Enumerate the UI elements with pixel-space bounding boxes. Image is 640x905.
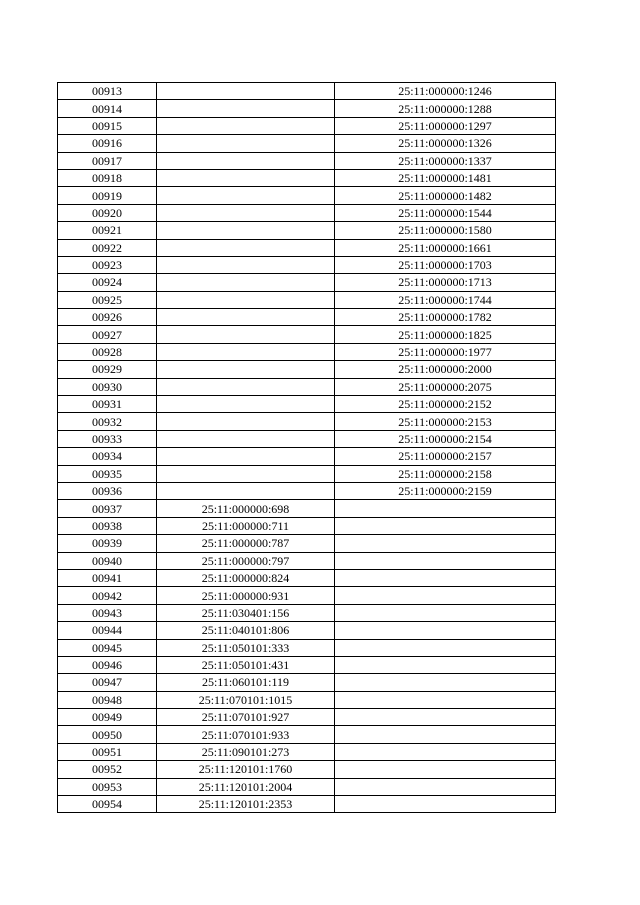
cadastral-number-cell [335,726,556,743]
table-row [58,239,556,256]
cadastral-number-cell: 25:11:000000:1703 [335,256,556,273]
row-number-cell: 00923 [58,256,157,273]
row-number-cell: 00926 [58,309,157,326]
row-number-cell: 00924 [58,274,157,291]
table-row [58,622,556,639]
table-row [58,587,556,604]
row-number-cell: 00942 [58,587,157,604]
cadastral-number-cell: 25:11:000000:1744 [335,291,556,308]
cadastral-number-cell [335,569,556,586]
cadastral-number-cell: 25:11:090101:273 [157,743,335,760]
table-row [58,222,556,239]
table-row [58,535,556,552]
cadastral-number-cell [157,222,335,239]
table-row [58,274,556,291]
table-row [58,152,556,169]
cadastral-number-cell: 25:11:000000:1481 [335,169,556,186]
cadastral-number-cell: 25:11:000000:2158 [335,465,556,482]
row-number-cell: 00954 [58,796,157,813]
cadastral-number-cell [335,761,556,778]
row-number-cell: 00915 [58,117,157,134]
cadastral-number-cell: 25:11:000000:1977 [335,343,556,360]
cadastral-number-cell [335,604,556,621]
cadastral-number-cell: 25:11:050101:431 [157,656,335,673]
table-row [58,674,556,691]
cadastral-number-cell: 25:11:000000:2000 [335,361,556,378]
cadastral-number-cell: 25:11:000000:1326 [335,135,556,152]
cadastral-number-cell: 25:11:030401:156 [157,604,335,621]
table-row [58,482,556,499]
row-number-cell: 00935 [58,465,157,482]
row-number-cell: 00946 [58,656,157,673]
cadastral-number-cell [335,500,556,517]
table-row [58,204,556,221]
cadastral-number-cell: 25:11:000000:2159 [335,482,556,499]
cadastral-number-cell: 25:11:000000:1544 [335,204,556,221]
table-row [58,465,556,482]
row-number-cell: 00930 [58,378,157,395]
table-row [58,256,556,273]
row-number-cell: 00933 [58,430,157,447]
cadastral-number-cell: 25:11:040101:806 [157,622,335,639]
cadastral-number-cell [335,552,556,569]
row-number-cell: 00913 [58,83,157,100]
row-number-cell: 00921 [58,222,157,239]
table-row [58,726,556,743]
table-row [58,291,556,308]
table-row [58,761,556,778]
cadastral-number-cell: 25:11:000000:787 [157,535,335,552]
cadastral-number-cell: 25:11:070101:1015 [157,691,335,708]
cadastral-number-cell [157,361,335,378]
cadastral-number-cell [157,256,335,273]
row-number-cell: 00944 [58,622,157,639]
cadastral-number-cell [157,448,335,465]
cadastral-number-cell [157,204,335,221]
table-row [58,691,556,708]
cadastral-number-cell: 25:11:000000:931 [157,587,335,604]
cadastral-number-cell: 25:11:000000:1782 [335,309,556,326]
cadastral-number-cell [335,674,556,691]
cadastral-number-cell [157,187,335,204]
cadastral-number-cell: 25:11:050101:333 [157,639,335,656]
table-row [58,448,556,465]
table-row [58,743,556,760]
row-number-cell: 00929 [58,361,157,378]
cadastral-number-cell [157,135,335,152]
cadastral-number-cell [335,535,556,552]
cadastral-number-cell [335,709,556,726]
cadastral-number-cell [157,396,335,413]
cadastral-number-cell: 25:11:000000:824 [157,569,335,586]
row-number-cell: 00917 [58,152,157,169]
cadastral-number-cell: 25:11:000000:1580 [335,222,556,239]
cadastral-number-cell [157,117,335,134]
cadastral-number-cell: 25:11:070101:927 [157,709,335,726]
table-row [58,169,556,186]
cadastral-number-cell [335,743,556,760]
cadastral-number-cell: 25:11:120101:2353 [157,796,335,813]
row-number-cell: 00945 [58,639,157,656]
table-row [58,413,556,430]
table-row [58,135,556,152]
row-number-cell: 00928 [58,343,157,360]
table-row [58,396,556,413]
cadastral-number-cell [335,691,556,708]
cadastral-number-cell [157,100,335,117]
table-row [58,639,556,656]
row-number-cell: 00947 [58,674,157,691]
cadastral-number-cell: 25:11:000000:2154 [335,430,556,447]
cadastral-number-cell [157,326,335,343]
table-row [58,100,556,117]
row-number-cell: 00920 [58,204,157,221]
row-number-cell: 00937 [58,500,157,517]
cadastral-number-cell: 25:11:000000:2075 [335,378,556,395]
row-number-cell: 00914 [58,100,157,117]
cadastral-number-cell [335,778,556,795]
table-row [58,778,556,795]
row-number-cell: 00948 [58,691,157,708]
cadastral-number-cell [157,239,335,256]
cadastral-number-cell [157,274,335,291]
cadastral-number-cell: 25:11:060101:119 [157,674,335,691]
cadastral-number-cell [157,291,335,308]
row-number-cell: 00950 [58,726,157,743]
cadastral-number-cell [335,639,556,656]
cadastral-number-cell [157,413,335,430]
cadastral-number-cell: 25:11:070101:933 [157,726,335,743]
table-row [58,604,556,621]
table-row [58,117,556,134]
row-number-cell: 00949 [58,709,157,726]
row-number-cell: 00936 [58,482,157,499]
cadastral-number-cell: 25:11:000000:2152 [335,396,556,413]
cadastral-number-cell: 25:11:000000:797 [157,552,335,569]
cadastral-number-cell: 25:11:000000:2157 [335,448,556,465]
row-number-cell: 00932 [58,413,157,430]
cadastral-number-cell [157,169,335,186]
row-number-cell: 00919 [58,187,157,204]
table-row [58,309,556,326]
table-row [58,378,556,395]
cadastral-number-cell [335,587,556,604]
table-row [58,517,556,534]
cadastral-number-cell: 25:11:000000:1825 [335,326,556,343]
row-number-cell: 00941 [58,569,157,586]
row-number-cell: 00931 [58,396,157,413]
cadastral-number-cell: 25:11:120101:2004 [157,778,335,795]
row-number-cell: 00922 [58,239,157,256]
table-row [58,500,556,517]
cadastral-number-cell: 25:11:120101:1760 [157,761,335,778]
cadastral-number-cell [157,465,335,482]
row-number-cell: 00916 [58,135,157,152]
cadastral-number-cell [335,622,556,639]
cadastral-number-cell: 25:11:000000:1713 [335,274,556,291]
cadastral-number-table [57,82,556,813]
cadastral-number-cell [335,517,556,534]
cadastral-number-cell [157,482,335,499]
table-row [58,796,556,813]
document-page [57,82,555,813]
cadastral-number-cell [157,309,335,326]
row-number-cell: 00953 [58,778,157,795]
table-row [58,361,556,378]
cadastral-number-cell [335,656,556,673]
cadastral-number-cell: 25:11:000000:2153 [335,413,556,430]
row-number-cell: 00927 [58,326,157,343]
row-number-cell: 00918 [58,169,157,186]
cadastral-number-cell [335,796,556,813]
cadastral-number-cell: 25:11:000000:1337 [335,152,556,169]
table-row [58,187,556,204]
cadastral-number-cell [157,378,335,395]
cadastral-number-cell [157,343,335,360]
row-number-cell: 00934 [58,448,157,465]
table-row [58,343,556,360]
cadastral-number-cell [157,430,335,447]
table-body [58,83,556,813]
row-number-cell: 00952 [58,761,157,778]
table-row [58,83,556,100]
row-number-cell: 00943 [58,604,157,621]
row-number-cell: 00940 [58,552,157,569]
cadastral-number-cell: 25:11:000000:1482 [335,187,556,204]
row-number-cell: 00925 [58,291,157,308]
cadastral-number-cell: 25:11:000000:1297 [335,117,556,134]
row-number-cell: 00951 [58,743,157,760]
row-number-cell: 00939 [58,535,157,552]
row-number-cell: 00938 [58,517,157,534]
table-row [58,656,556,673]
table-row [58,709,556,726]
cadastral-number-cell: 25:11:000000:1661 [335,239,556,256]
table-row [58,326,556,343]
cadastral-number-cell [157,83,335,100]
cadastral-number-cell [157,152,335,169]
cadastral-number-cell: 25:11:000000:698 [157,500,335,517]
table-row [58,552,556,569]
cadastral-number-cell: 25:11:000000:711 [157,517,335,534]
cadastral-number-cell: 25:11:000000:1288 [335,100,556,117]
table-row [58,430,556,447]
table-row [58,569,556,586]
cadastral-number-cell: 25:11:000000:1246 [335,83,556,100]
